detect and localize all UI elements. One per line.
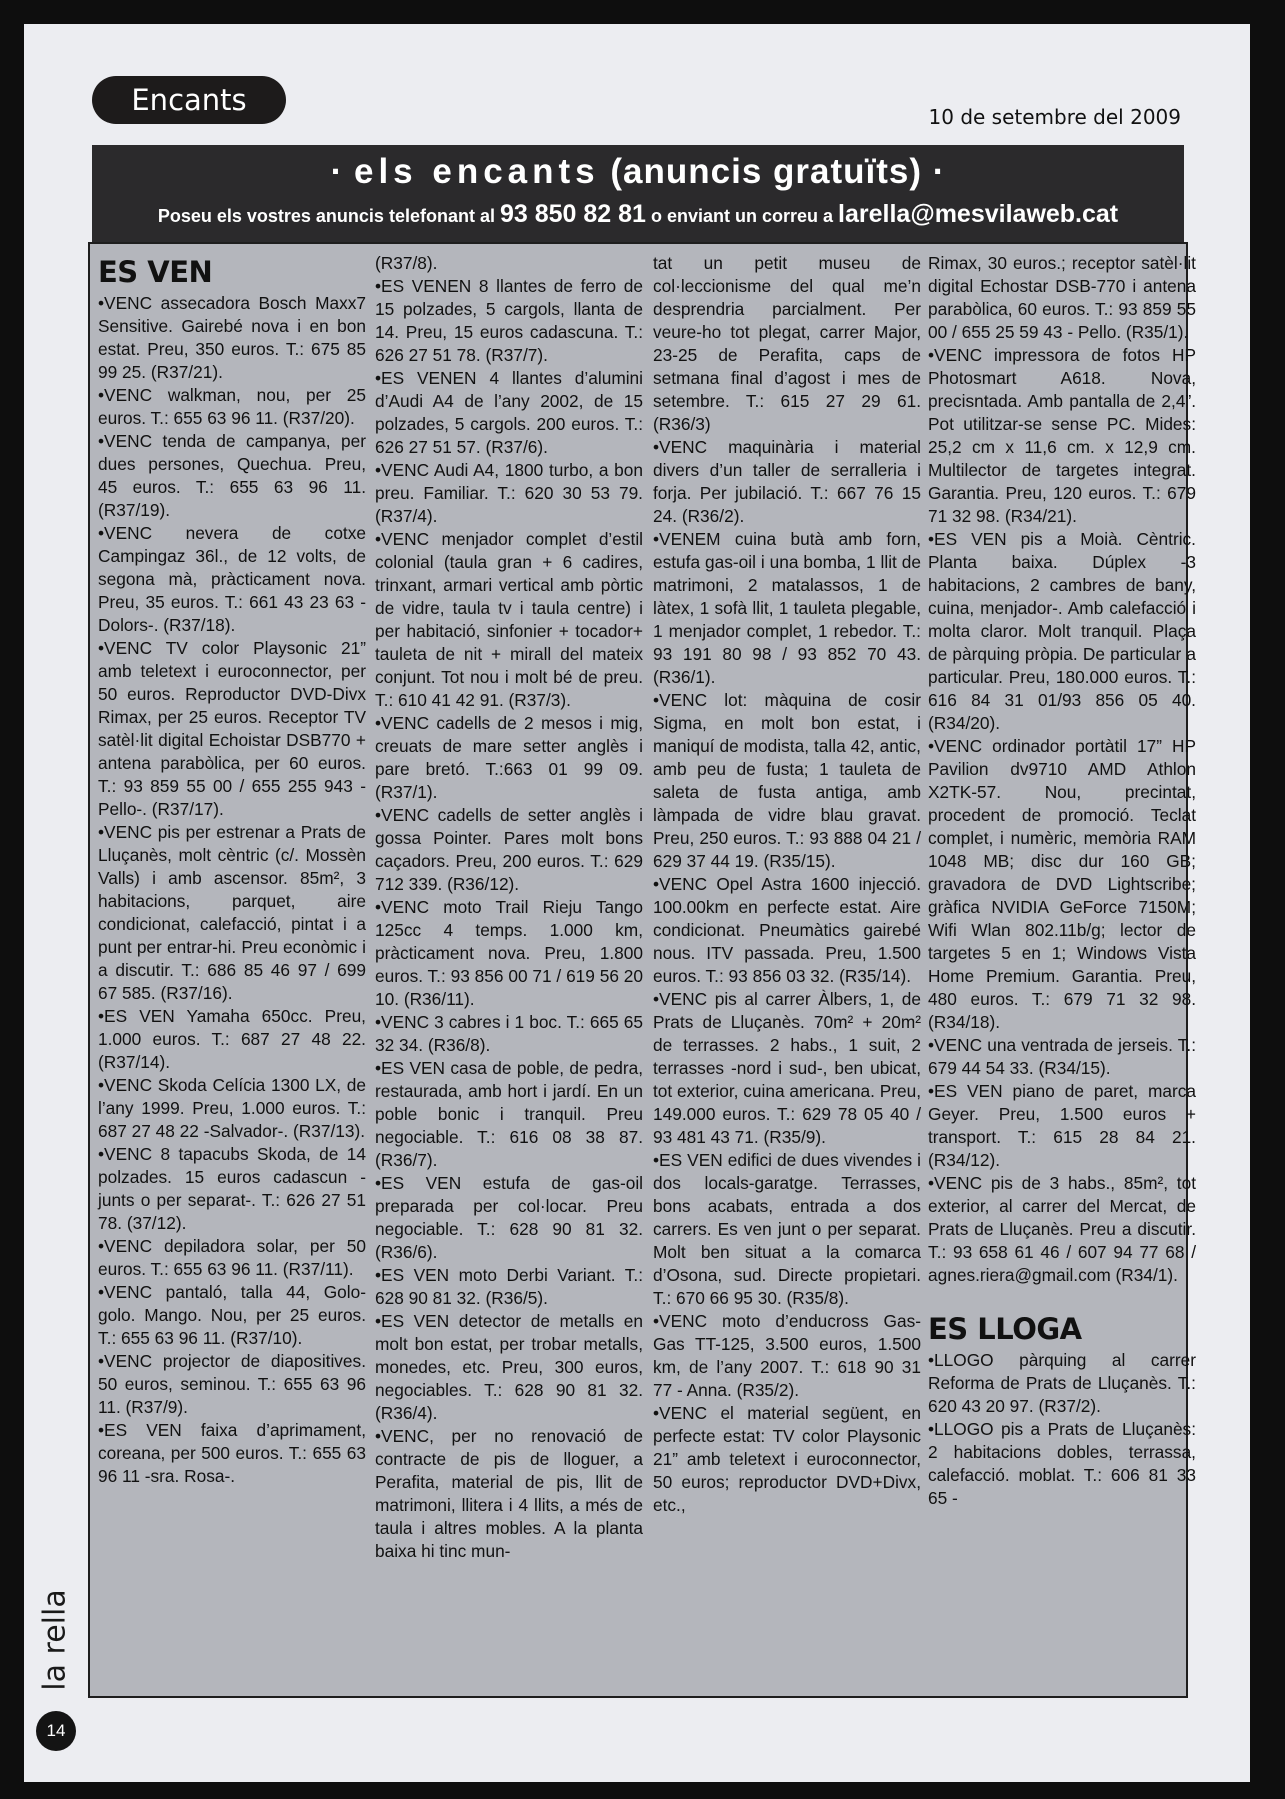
- ad-item: •ES VEN faixa d’aprimament, coreana, per 500 euros. T.: 655 63 96 11 -sra. Rosa-.: [98, 1420, 366, 1486]
- ad-item: •ES VEN Yamaha 650cc. Preu, 1.000 euros. T.: 687 27 48 22. (R37/14).: [98, 1006, 366, 1072]
- ad-item: •VENC cadells de 2 mesos i mig, creuats de mare setter anglès i pare bretó. T.:663 01 99 09. (R37/1).: [375, 713, 643, 802]
- column-4: [928, 252, 1196, 1510]
- section-label: Encants: [92, 76, 286, 124]
- ad-item: •VENC una ventrada de jerseis. T.: 679 44 54 33. (R34/15).: [928, 1035, 1196, 1078]
- ad-item: •LLOGO pàrquing al carrer Reforma de Prats de Lluçanès. T.: 620 43 20 97. (R37/2).: [928, 1350, 1196, 1416]
- ad-item: •VENC walkman, nou, per 25 euros. T.: 655 63 96 11. (R37/20).: [98, 385, 366, 428]
- ad-item: •VENC pantaló, talla 44, Golo-golo. Mango. Nou, per 25 euros. T.: 655 63 96 11. (R37/10).: [98, 1282, 366, 1348]
- publication-side-label: [38, 1580, 72, 1700]
- ad-item: •LLOGO pis a Prats de Lluçanès: 2 habitacions dobles, terrassa, calefacció. moblat. T.: 606 81 33 65 -: [928, 1419, 1196, 1508]
- banner-sub-middle: o enviant un correu a: [650, 206, 834, 226]
- banner-title-rest: (anuncis gratuïts): [610, 152, 923, 191]
- ad-item: •VENC maquinària i material divers d’un taller de serralleria i forja. Per jubilació. T.: 667 76 15 24. (R36/2).: [653, 437, 921, 526]
- ad-item: •ES VEN estufa de gas-oil preparada per col·locar. Preu negociable. T.: 628 90 81 32. (R36/6).: [375, 1173, 643, 1262]
- ad-item: •VENC 3 cabres i 1 boc. T.: 665 65 32 34. (R36/8).: [375, 1012, 643, 1055]
- ad-item: •VENC menjador complet d’estil colonial (taula gran + 6 cadires, trinxant, armari vertical amb pòrtic de vidre, taula tv i taula centre) i per habitació, sinfonier + tocador+ tauleta de nit + mirall del mateix conjunt. Tot nou i molt bé de preu. T.: 610 41 42 91. (R37/3).: [375, 529, 643, 710]
- heading-es-lloga: ES LLOGA: [928, 1312, 1082, 1346]
- ad-item: •ES VEN edifici de dues vivendes i dos locals-garatge. Terrasses, bons acabats, entrada a dos carrers. Es ven junt o per separat. Molt ben situat a la comarca d’Osona, sud. Directe propietari. T.: 670 66 95 30. (R35/8).: [653, 1150, 921, 1308]
- ad-item: •VENC pis al carrer Àlbers, 1, de Prats de Lluçanès. 70m² + 20m² de terrasses. 2 habs., 1 suit, 2 terrasses -nord i sud-, ben ubicat, tot exterior, cuina americana. Preu, 149.000 euros. T.: 629 78 05 40 / 93 481 43 71. (R35/9).: [653, 989, 921, 1147]
- ad-item: •VENEM cuina butà amb forn, estufa gas-oil i una bomba, 1 llit de matrimoni, 2 matalassos, 1 de làtex, 1 sofà llit, 1 tauleta plegable, 1 menjador complet, 1 rebedor. T.: 93 191 80 98 / 93 852 70 43. (R36/1).: [653, 529, 921, 687]
- banner-bullet-left: ·: [330, 152, 344, 191]
- column-1: [98, 252, 366, 1488]
- ad-item: •VENC assecadora Bosch Maxx7 Sensitive. Gairebé nova i en bon estat. Preu, 350 euros. T.: 675 85 99 25. (R37/21).: [98, 293, 366, 382]
- ad-item: •VENC ordinador portàtil 17” HP Pavilion dv9710 AMD Athlon X2TK-57. Nou, precintat, procedent de promoció. Teclat complet, i numèric, memòria RAM 1048 MB; disc dur 160 GB; gravadora de DVD Lightscribe; gràfica NVIDIA GeForce 7150M; Wifi Wlan 802.11b/g; lector de targetes 5 en 1; Windows Vista Home Premium. Garantia. Preu, 480 euros. T.: 679 71 32 98. (R34/18).: [928, 736, 1196, 1032]
- banner-phone: 93 850 82 81: [499, 200, 646, 228]
- ad-item: •ES VEN pis a Moià. Cèntric. Planta baixa. Dúplex -3 habitacions, 2 cambres de bany, cuina, menjador-. Amb calefacció i molta claror. Molt tranquil. Plaça de pàrquing pròpia. De particular a particular. Preu, 180.000 euros. T.: 616 84 31 01/93 856 05 40. (R34/20).: [928, 529, 1196, 733]
- ad-item: •ES VENEN 8 llantes de ferro de 15 polzades, 5 cargols, llanta de 14. Preu, 15 euros cadascuna. T.: 626 27 51 78. (R37/7).: [375, 276, 643, 365]
- ad-item: •ES VENEN 4 llantes d’alumini d’Audi A4 de l’any 2002, de 15 polzades, 5 cargols. 200 euros. T.: 626 27 51 57. (R37/6).: [375, 368, 643, 457]
- ad-item: •ES VEN casa de poble, de pedra, restaurada, amb hort i jardí. En un poble bonic i tranquil. Preu negociable. T.: 616 08 38 87. (R36/7).: [375, 1058, 643, 1170]
- issue-date: 10 de setembre del 2009: [928, 105, 1181, 129]
- banner-sub-prefix: Poseu els vostres anuncis telefonant al: [157, 206, 495, 226]
- ad-item: •VENC Opel Astra 1600 injecció. 100.00km en perfecte estat. Aire condicionat. Pneumàtics gairebé nous. ITV passada. Preu, 1.500 euros. T.: 93 856 03 32. (R35/14).: [653, 874, 921, 986]
- column-3: [653, 252, 921, 1517]
- ad-item: •VENC 8 tapacubs Skoda, de 14 polzades. 15 euros cadascun -junts o per separat-. T.: 626 27 51 78. (37/12).: [98, 1144, 366, 1233]
- ad-item: •VENC nevera de cotxe Campingaz 36l., de 12 volts, de segona mà, pràcticament nova. Preu, 35 euros. T.: 661 43 23 63 -Dolors-. (R37/18).: [98, 523, 366, 635]
- page-number: 14: [36, 1711, 76, 1751]
- heading-es-ven: ES VEN: [98, 255, 213, 289]
- ad-item: •VENC Audi A4, 1800 turbo, a bon preu. Familiar. T.: 620 30 53 79. (R37/4).: [375, 460, 643, 526]
- banner-title: [92, 152, 1184, 192]
- banner-email: larella@mesvilaweb.cat: [838, 200, 1119, 228]
- ad-item: •VENC moto Trail Rieju Tango 125cc 4 temps. 1.000 km, pràcticament nova. Preu, 1.800 euros. T.: 93 856 00 71 / 619 56 20 10. (R36/11).: [375, 897, 643, 1009]
- ad-item: •VENC tenda de campanya, per dues persones, Quechua. Preu, 45 euros. T.: 655 63 96 11. (R37/19).: [98, 431, 366, 520]
- ad-item: •VENC, per no renovació de contracte de pis de lloguer, a Perafita, material de pis, llit de matrimoni, llitera i 4 llits, a més de taula i altres mobles. A la planta baixa hi tinc mun-: [375, 1426, 643, 1561]
- ad-item: •VENC pis per estrenar a Prats de Lluçanès, molt cèntric (c/. Mossèn Valls) i amb ascensor. 85m², 3 habitacions, parquet, aire condicionat, calefacció, pintat i a punt per entrar-hi. Preu econòmic i a discutir. T.: 686 85 46 97 / 699 67 585. (R37/16).: [98, 822, 366, 1003]
- ad-item: (R37/8).: [375, 253, 438, 273]
- classifieds-banner: [92, 145, 1184, 242]
- banner-title-spaced: els encants: [353, 152, 600, 191]
- ad-item: •ES VEN moto Derbi Variant. T.: 628 90 81 32. (R36/5).: [375, 1265, 643, 1308]
- ad-item: •VENC projector de diapositives. 50 euros, seminou. T.: 655 63 96 11. (R37/9).: [98, 1351, 366, 1417]
- banner-bullet-right: ·: [932, 152, 946, 191]
- ad-item: Rimax, 30 euros.; receptor satèl·lit digital Echostar DSB-770 i antena parabòlica, 60 euros. T.: 93 859 55 00 / 655 25 59 43 - Pello. (R35/1).: [928, 253, 1196, 342]
- ad-item: •ES VEN piano de paret, marca Geyer. Preu, 1.500 euros + transport. T.: 615 28 84 21. (R34/12).: [928, 1081, 1196, 1170]
- ad-item: •VENC pis de 3 habs., 85m², tot exterior, al carrer del Mercat, de Prats de Lluçanès. Preu a discutir. T.: 93 658 61 46 / 607 94 77 68 / agnes.riera@gmail.com (R34/1).: [928, 1173, 1196, 1285]
- ad-item: •VENC impressora de fotos HP Photosmart A618. Nova, precisntada. Amb pantalla de 2,4”. Pot utilitzar-se sense PC. Mides: 25,2 cm x 11,6 cm. x 12,9 cm. Multilector de targetes integrat. Garantia. Preu, 120 euros. T.: 679 71 32 98. (R34/21).: [928, 345, 1196, 526]
- ad-item: tat un petit museu de col·leccionisme del qual me’n desprendria parcialment. Per veure-ho tot plegat, carrer Major, 23-25 de Perafita, caps de setmana final d’agost i mes de setembre. T.: 615 27 29 61. (R36/3): [653, 253, 921, 434]
- ad-item: •VENC depiladora solar, per 50 euros. T.: 655 63 96 11. (R37/11).: [98, 1236, 366, 1279]
- banner-subtitle: [92, 200, 1184, 229]
- ad-item: •VENC moto d’enducross Gas-Gas TT-125, 3.500 euros, 1.500 km, de l’any 2007. T.: 618 90 31 77 - Anna. (R35/2).: [653, 1311, 921, 1400]
- ad-item: •ES VEN detector de metalls en molt bon estat, per trobar metalls, monedes, etc. Preu, 300 euros, negociables. T.: 628 90 81 32. (R36/4).: [375, 1311, 643, 1423]
- ad-item: •VENC TV color Playsonic 21” amb teletext i euroconnector, per 50 euros. Reproductor DVD-Divx Rimax, per 25 euros. Receptor TV satèl·lit digital Echoistar DSB770 + antena parabòlica, per 60 euros. T.: 93 859 55 00 / 655 255 943 -Pello-. (R37/17).: [98, 638, 366, 819]
- classifieds-board: [88, 242, 1196, 1698]
- publication-name: la rella: [37, 1589, 73, 1691]
- ad-item: •VENC cadells de setter anglès i gossa Pointer. Pares molt bons caçadors. Preu, 200 euros. T.: 629 712 339. (R36/12).: [375, 805, 643, 894]
- column-2: [375, 252, 643, 1563]
- ad-item: •VENC el material següent, en perfecte estat: TV color Playsonic 21” amb teletext i euroconnector, 50 euros; reproductor DVD+Divx, etc.,: [653, 1403, 921, 1515]
- ad-item: •VENC Skoda Celícia 1300 LX, de l’any 1999. Preu, 1.000 euros. T.: 687 27 48 22 -Salvador-. (R37/13).: [98, 1075, 366, 1141]
- ad-item: •VENC lot: màquina de cosir Sigma, en molt bon estat, i maniquí de modista, talla 42, antic, amb peu de fusta; 1 tauleta de saleta de fusta antiga, amb làmpada de vidre blau gravat. Preu, 250 euros. T.: 93 888 04 21 / 629 37 44 19. (R35/15).: [653, 690, 921, 871]
